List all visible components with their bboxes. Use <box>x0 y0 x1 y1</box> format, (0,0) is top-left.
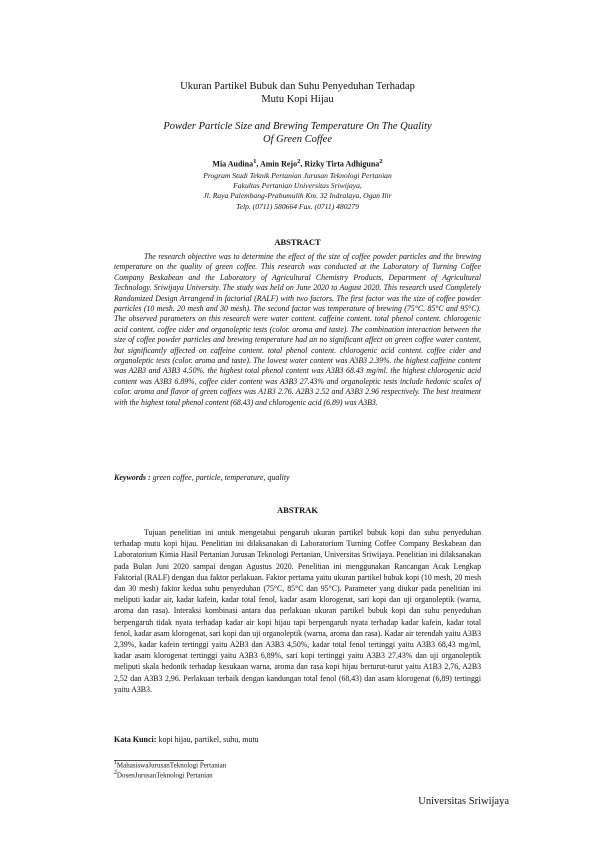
title-indonesian <box>100 80 495 106</box>
abstrak-text: Tujuan penelitian ini untuk mengetahui pengaruh ukuran partikel bubuk kopi dan suhu penyeduhan terhadap mutu kopi hijau. Penelitian ini dilaksanakan di Laboratorium Turning Coffee Company Beskabean dan Laboratorium Kimia Hasil Pertanian Jurusan Teknologi Pertanian, Universitas Sriwijaya. Penelitian ini dilaksanakan pada Bulan Juni 2020 sampai dengan Agustus 2020. Penelitian ini menggunakan Rancangan Acak Lengkap Faktorial (RALF) dengan dua faktor perlakuan. Faktor pertama yaitu ukuran partikel bubuk kopi (10 mesh, 20 mesh dan 30 mesh) faktor kedua suhu penyeduhan (75°C, 85°C dan 95°C). Parameter yang diukur pada penelitian ini meliputi kadar air, kadar kafein, kadar total fenol, kadar asam klorogenat, sari kopi dan uji organoleptik (warna, aroma dan rasa). Interaksi kombinasi antara dua perlakuan ukuran partikel bubuk kopi dan suhu penyeduhan berpengaruh tidak nyata terhadap kadar air kopi hijau tapi berpengaruh nyata terhadap kadar kafein, kadar total fenol, kadar asam klorogenat, sari kopi dan uji organoleptik (warna, aroma dan rasa). Kadar air terendah yaitu A3B3 2,39%, kadar kafein tertinggi yaitu A2B3 dan A3B3 4,50%, kadar total fenol tertinggi yaitu A3B3 68,43 mg/ml, kadar asam klorogenat tertinggi yaitu A3B3 6,89%, sari kopi tertinggi yaitu A3B3 27,43% dan uji organoleptik meliputi skala hedonik terhadap kesukaan warna, aroma dan rasa kopi hijau berturut-turut yaitu A1B3 2,76, A2B3 2,52 dan A3B3 2,96. Perlakuan terbaik dengan kandungan total fenol (68,43) dan asam klorogenat (6,89) tertinggi yaitu A3B3. <box>114 528 481 694</box>
author-1-mark: 1 <box>253 158 257 165</box>
title-en-line-2: Of Green Coffee <box>262 134 332 145</box>
author-separator: , <box>300 159 305 169</box>
abstrak-heading: ABSTRAK <box>276 505 319 515</box>
abstract-heading: ABSTRACT <box>274 237 321 247</box>
kata-kunci-text: kopi hijau, partikel, suhu, mutu <box>156 735 259 744</box>
keywords-text: green coffee, particle, temperature, quality <box>150 473 290 482</box>
affiliation-line: Jl. Raya Palembang-Prabumulih Km. 32 Indralaya, Ogan Ilir <box>203 191 392 201</box>
affiliation-line: Program Studi Teknik Pertanian Jurusan Teknologi Pertanian <box>203 171 392 180</box>
abstract-text: The research objective was to determine the effect of the size of coffee powder particles and the brewing temperature on the quality of green coffee. This research was conducted at the Laboratory of Turning Coffee Company Beskabean and the Laboratory of Agricultural Chemistry Products, Department of Agricultural Technology. Sriwijaya University. The study was held on June 2020 to August 2020. This research used Completely Randomized Design Arrangend in factorial (RALF) with two factors. The first factor was the size of coffee powder particles (10 mesh. 20 mesh and 30 mesh). The second factor was temperature of brewing (75°C. 85°C and 95°C). The observed parameters on this research were water content. caffeine content. total phenol content. chlorogenic acid content. coffee cider and organoleptic tests (color. aroma and taste). The combination interaction between the size of coffee powder particles and brewing temperature had an no significant affect on green coffee water content, but significantly affected on caffeine content. total phenol content. chlorogenic acid content. coffee cider and organoleptic tests (color. aroma and taste). The lowest water content was A3B3 2.39%. the highest caffeine content was A2B3 and A3B3 4.50%. the highest total phenol content was A3B3 68.43 mg/ml. the highest chlorogenic acid content was A3B3 6.89%, coffee cider content was A3B3 27.43% and organoleptic tests include hedonic scales of color. aroma and flavor of green coffees was A1B3 2.76. A2B3 2.52 and A3B3 2.96 respectively. The best treatment with the highest total phenol content (68.43) and chlorogenic acid (6.89) was A3B3. <box>114 252 481 407</box>
author-3-mark: 2 <box>379 158 383 165</box>
affiliation-line: Telp. (0711) 580664 Fax. (0711) 480279 <box>236 201 359 211</box>
footnote-mark: 2 <box>114 770 117 776</box>
title-id-line-2: Mutu Kopi Hijau <box>261 94 334 105</box>
author-3: Rizky Tirta Adhiguna <box>304 159 380 169</box>
footnote-2 <box>114 770 213 779</box>
title-id-line-1: Ukuran Partikel Bubuk dan Suhu Penyeduhan Terhadap <box>180 81 415 92</box>
keywords-indonesian <box>114 735 481 744</box>
affiliation-line: Fakultas Pertanian Universitas Sriwijaya, <box>233 181 362 191</box>
footnote-text: MahasiswaJurusanTeknologi Pertanian <box>116 761 227 770</box>
footnote-text: DosenJurusanTeknologi Pertanian <box>116 771 213 780</box>
title-english <box>100 120 495 146</box>
title-en-line-1: Powder Particle Size and Brewing Temperature On The Quality <box>163 121 432 132</box>
footnote-mark: 1 <box>114 760 117 766</box>
author-2: Amin Rejo <box>259 159 298 169</box>
page-footer: Universitas Sriwijaya <box>418 796 509 807</box>
author-1: Mia Audina <box>212 159 254 169</box>
author-separator: , <box>256 159 260 169</box>
footnote-1 <box>114 760 226 769</box>
author-2-mark: 2 <box>297 158 301 165</box>
keywords-label: Keywords : <box>114 473 151 482</box>
kata-kunci-label: Kata Kunci: <box>114 735 157 744</box>
keywords-english <box>114 473 481 482</box>
affiliation <box>100 171 495 212</box>
author-list <box>100 158 495 169</box>
